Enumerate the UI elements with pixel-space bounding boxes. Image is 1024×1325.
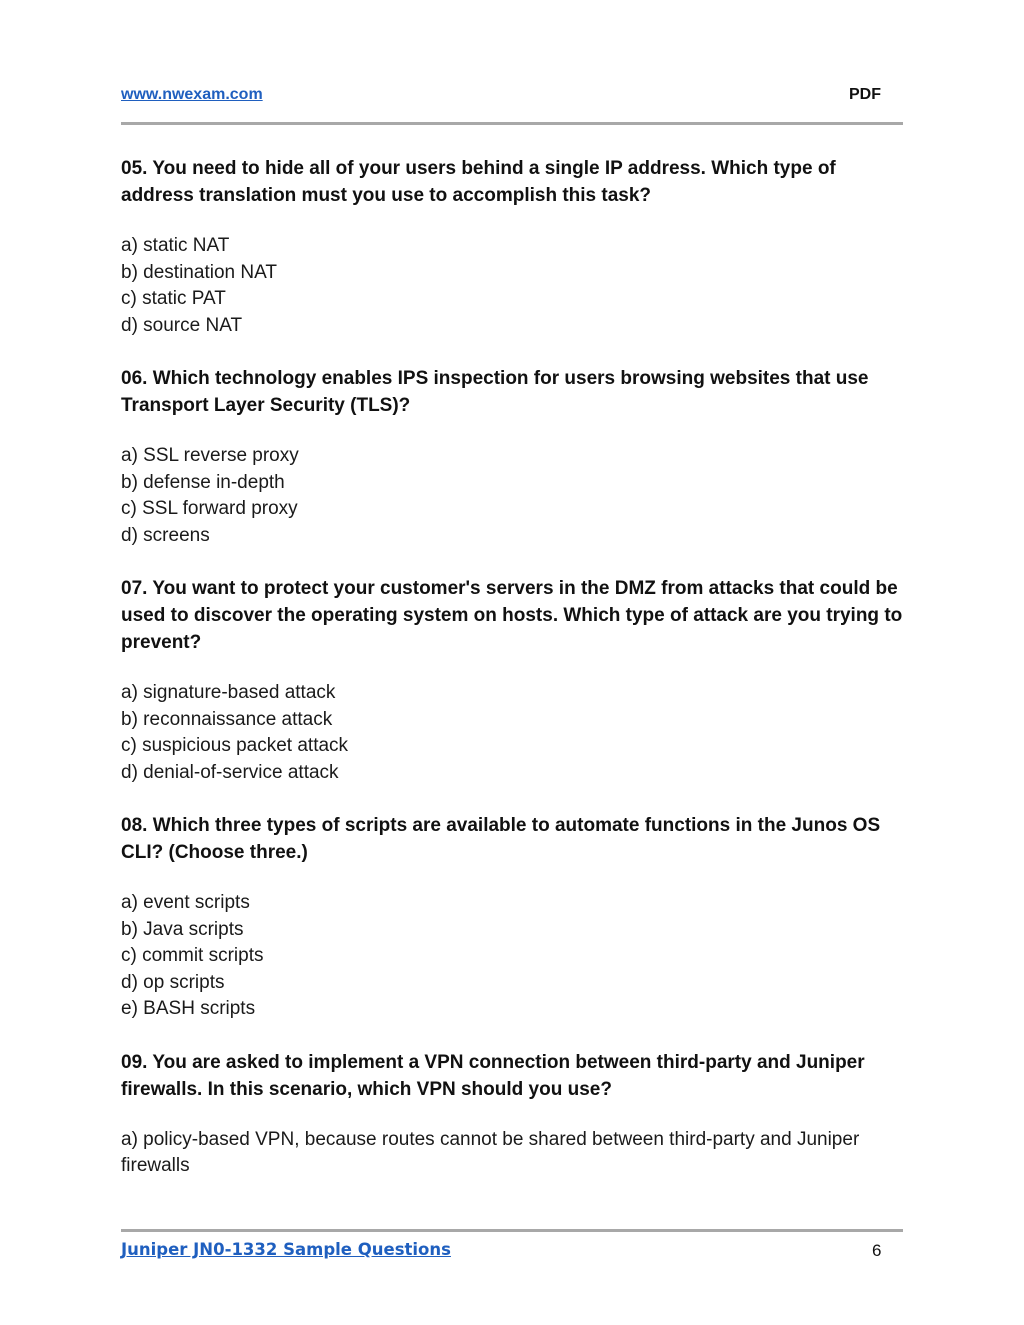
- question-07: [121, 575, 906, 786]
- option-list: [121, 680, 906, 786]
- option-item: a) event scripts: [121, 892, 250, 913]
- option-item: c) SSL forward proxy: [121, 498, 298, 519]
- option-item: d) denial-of-service attack: [121, 761, 339, 783]
- question-text: 07. You want to protect your customer's servers in the DMZ from attacks that could be used to discover the operating system on hosts. Which type of attack are you trying to prevent?: [121, 578, 903, 653]
- question-08: [121, 812, 906, 1023]
- option-item: b) Java scripts: [121, 918, 244, 940]
- option-item: c) commit scripts: [121, 945, 264, 966]
- option-list: [121, 443, 906, 549]
- option-item: c) static PAT: [121, 288, 226, 309]
- page-header: [121, 84, 903, 108]
- question-list: [121, 155, 906, 1206]
- option-item: d) source NAT: [121, 314, 243, 336]
- footer-title-link[interactable]: Juniper JN0-1332 Sample Questions: [121, 1240, 451, 1259]
- option-item: b) reconnaissance attack: [121, 708, 333, 730]
- option-item: c) suspicious packet attack: [121, 735, 349, 756]
- option-item: d) screens: [121, 524, 210, 546]
- option-item: a) signature-based attack: [121, 682, 336, 703]
- question-text: 05. You need to hide all of your users behind a single IP address. Which type of address translation must you use to accomplish this task?: [121, 158, 836, 206]
- question-06: [121, 365, 906, 549]
- question-05: [121, 155, 906, 339]
- option-item: d) op scripts: [121, 971, 225, 993]
- footer-divider: [121, 1229, 903, 1232]
- question-09: [121, 1049, 906, 1180]
- pdf-label: PDF: [849, 86, 881, 103]
- page-number: 6: [872, 1241, 882, 1260]
- option-list: [121, 890, 906, 1023]
- option-list: [121, 1127, 906, 1180]
- question-text: 08. Which three types of scripts are available to automate functions in the Junos OS CLI? (Choose three.): [121, 815, 881, 863]
- option-item: e) BASH scripts: [121, 998, 256, 1019]
- question-text: 06. Which technology enables IPS inspection for users browsing websites that use Transport Layer Security (TLS)?: [121, 368, 869, 416]
- option-list: [121, 233, 906, 339]
- header-divider: [121, 122, 903, 125]
- option-item: b) defense in-depth: [121, 471, 285, 493]
- question-text: 09. You are asked to implement a VPN connection between third-party and Juniper firewalls. In this scenario, which VPN should you use?: [121, 1051, 865, 1100]
- option-item: a) policy-based VPN, because routes cannot be shared between third-party and Juniper firewalls: [121, 1128, 860, 1176]
- option-item: a) SSL reverse proxy: [121, 445, 299, 466]
- site-link[interactable]: www.nwexam.com: [121, 86, 263, 103]
- option-item: a) static NAT: [121, 235, 230, 256]
- option-item: b) destination NAT: [121, 261, 277, 283]
